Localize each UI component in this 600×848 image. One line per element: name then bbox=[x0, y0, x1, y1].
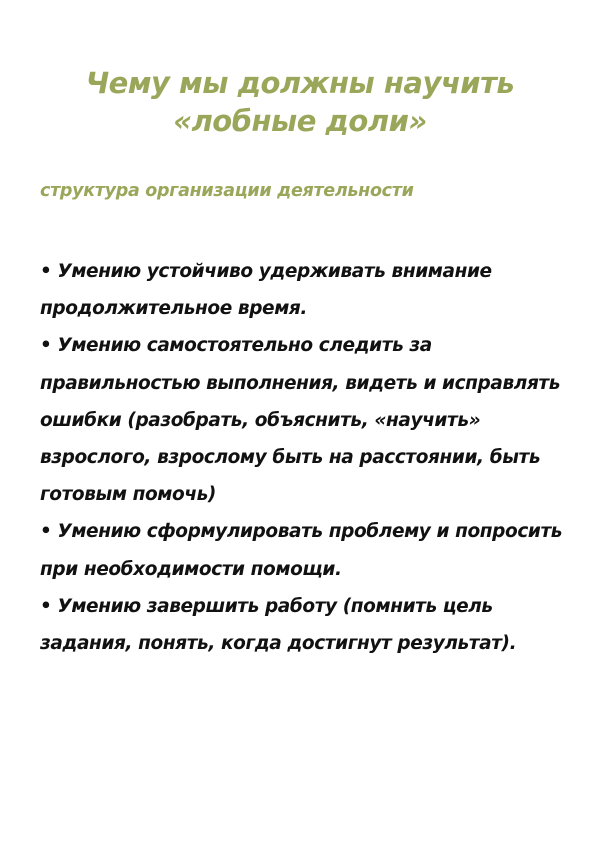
bullet-item: • Умению завершить работу (помнить цель задания, понять, когда достигнут результат). bbox=[40, 595, 517, 655]
bullet-list bbox=[40, 253, 568, 662]
bullet-item: • Умению самостоятельно следить за правильностью выполнения, видеть и исправлять ошибки (разобрать, объяснить, «научить» взрослого, взрослому быть на расстоянии, быть готовым помочь) bbox=[40, 335, 561, 506]
title-line-2: «лобные доли» bbox=[173, 104, 427, 138]
page-title bbox=[40, 64, 560, 140]
bullet-item: • Умению сформулировать проблему и попросить при необходимости помощи. bbox=[40, 521, 563, 580]
bullet-item: • Умению устойчиво удерживать внимание продолжительное время. bbox=[40, 261, 492, 320]
title-line-1: Чему мы должны научить bbox=[85, 66, 515, 100]
subtitle: структура организации деятельности bbox=[40, 181, 414, 201]
